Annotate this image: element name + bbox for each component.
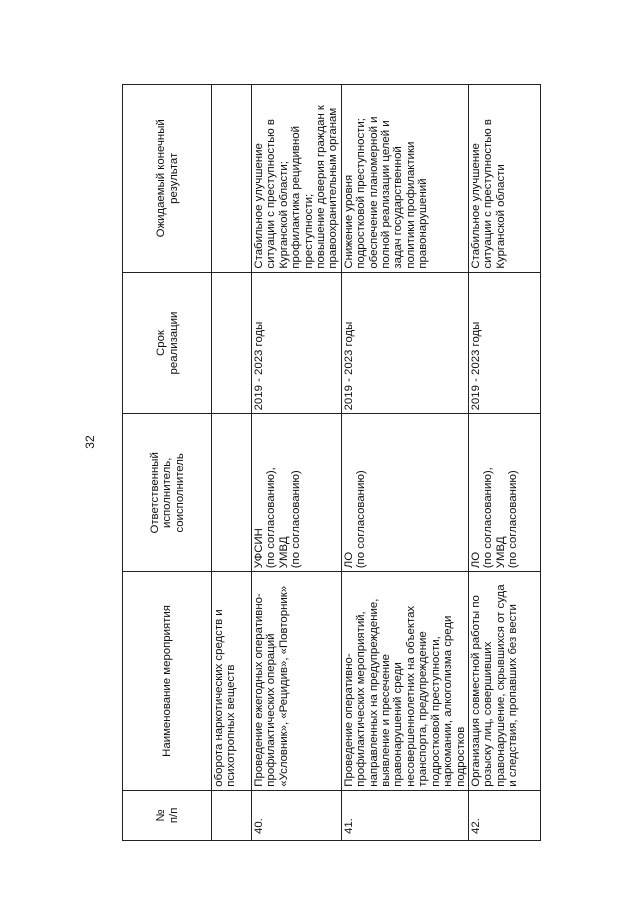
header-executor: Ответственный исполнитель, соисполнитель — [123, 414, 212, 572]
cell-name: Организация совместной работы по розыску лиц, совершивших правонарушение, скрывшихся от суда и следствия, пропавших без вести — [468, 572, 540, 790]
cell-result — [212, 85, 252, 273]
table-row — [252, 85, 342, 841]
header-name: Наименование мероприятия — [123, 572, 212, 790]
table-row — [468, 85, 540, 841]
cell-name: оборота наркотических средств и психотропных веществ — [212, 572, 252, 790]
cell-executor: ЛО (по согласованию) — [341, 414, 468, 572]
header-term: Срок реализации — [123, 272, 212, 414]
rotated-table-container — [122, 84, 529, 841]
cell-executor — [212, 414, 252, 572]
cell-term: 2019 - 2023 годы — [341, 272, 468, 414]
cell-term: 2019 - 2023 годы — [252, 272, 342, 414]
cell-name: Проведение оперативно- профилактических мероприятий, направленных на предупреждение, выявление и пресечение правонарушений среди несовершеннолетних на объектах транспорта, предупреждение подростковой преступности, наркомании, алкоголизма среди подростков — [341, 572, 468, 790]
cell-num — [212, 790, 252, 840]
cell-executor: УФСИН (по согласованию), УМВД (по согласованию) — [252, 414, 342, 572]
cell-result: Снижение уровня подростковой преступности; обеспечение планомерной и полной реализации целей и задач государственной политики профилактики правонарушений — [341, 85, 468, 273]
table-row — [341, 85, 468, 841]
cell-term — [212, 272, 252, 414]
page-number: 32 — [83, 435, 97, 449]
cell-name: Проведение ежегодных оперативно- профилактических операций «Условник», «Рецидив», «Повторник» — [252, 572, 342, 790]
cell-num: 41. — [341, 790, 468, 840]
cell-result: Стабильное улучшение ситуации с преступностью в Курганской области — [468, 85, 540, 273]
cell-num: 40. — [252, 790, 342, 840]
cell-term: 2019 - 2023 годы — [468, 272, 540, 414]
cell-num: 42. — [468, 790, 540, 840]
table-row — [212, 85, 252, 841]
header-result: Ожидаемый конечный результат — [123, 85, 212, 273]
header-num: № п/п — [123, 790, 212, 840]
cell-result: Стабильное улучшение ситуации с преступностью в Курганской области; профилактика рецидивной преступности; повышение доверия граждан к правоохранительным органам — [252, 85, 342, 273]
table-header-row — [123, 85, 212, 841]
measures-table — [122, 84, 541, 841]
cell-executor: ЛО (по согласованию), УМВД (по согласованию) — [468, 414, 540, 572]
